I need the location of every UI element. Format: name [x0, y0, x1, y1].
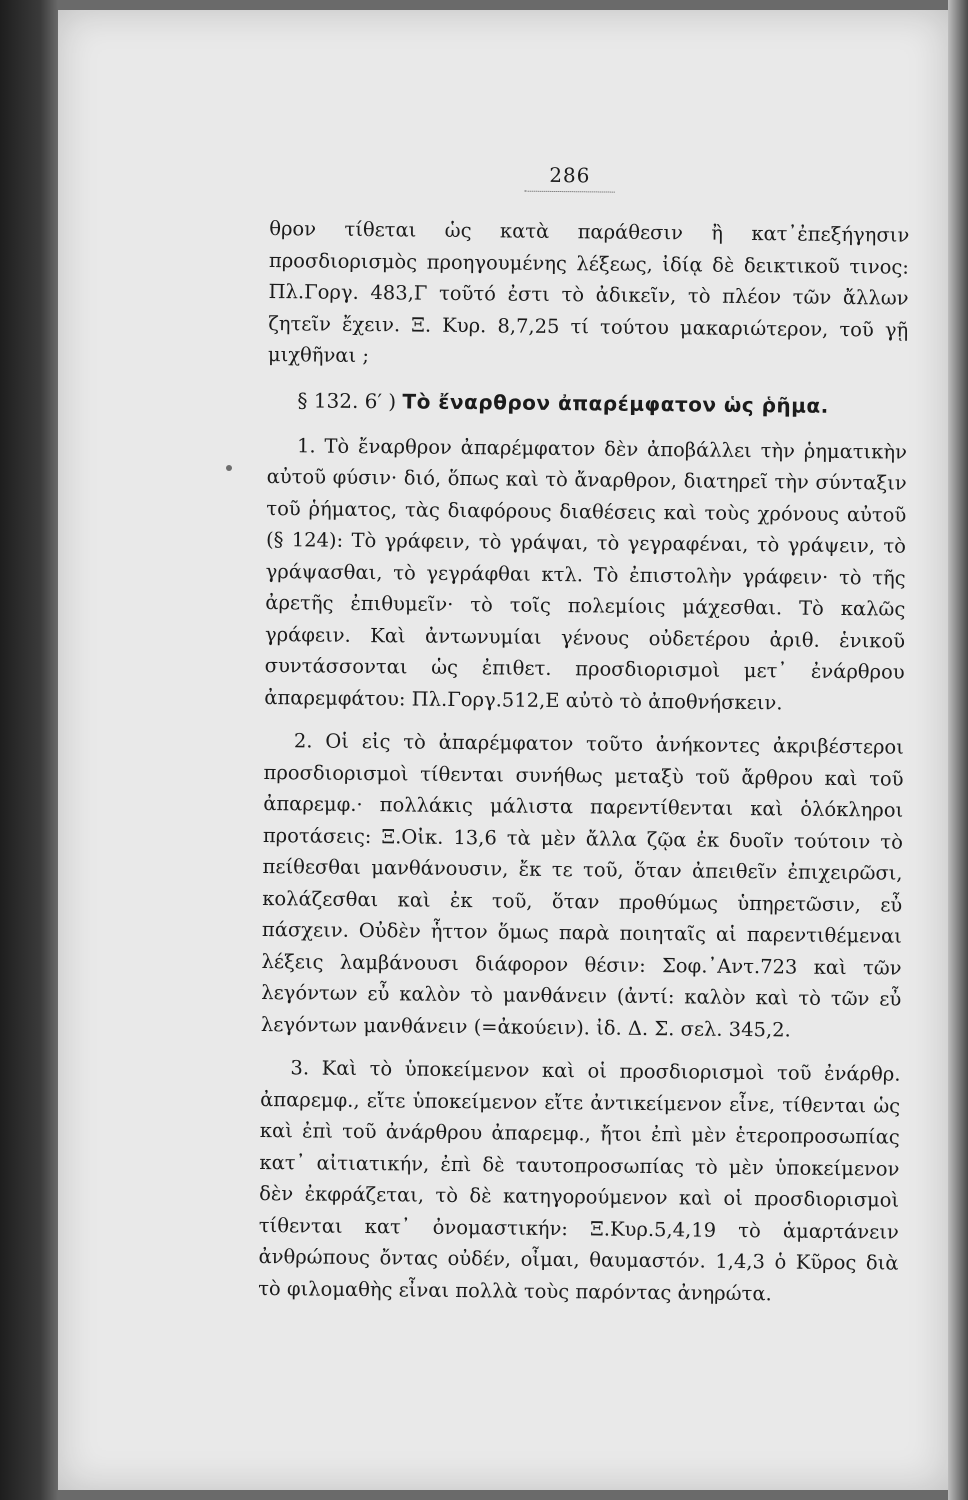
section-title: Τὸ ἔναρθρον ἀπαρέμφατον ὡς ῥῆμα. — [402, 388, 829, 418]
paragraph-3: 3. Καὶ τὸ ὑποκείμενον καὶ οἱ προσδιορισμοὶ τοῦ ἐνάρθρ. ἀπαρεμφ., εἴτε ὑποκείμενον εἴτε ἀντικείμενον εἶνε, τίθενται ὡς καὶ ἐπὶ τοῦ ἀνάρθρου ἀπαρεμφ., ἤτοι ἐπὶ μὲν ἑτεροπροσωπίας κατ᾽ αἰτιατικήν, ἐπὶ δὲ ταυτοπροσωπίας τὸ μὲν ὑποκείμενον δὲν ἐκφράζεται, τὸ δὲ κατηγορούμενον καὶ οἱ προσδιορισμοὶ τίθενται κατ᾽ ὀνομαστικήν: Ξ.Κυρ.5,4,19 τὸ ἁμαρτάνειν ἀνθρώπους ὄντας οὐδέν, οἶμαι, θαυμαστόν. 1,4,3 ὁ Κῦρος διὰ τὸ φιλομαθὴς εἶναι πολλὰ τοὺς παρόντας ἀνηρώτα. — [258, 1056, 901, 1305]
section-heading — [297, 385, 907, 422]
paragraph-2: 2. Οἱ εἰς τὸ ἀπαρέμφατον τοῦτο ἀνήκοντες ἀκριβέστεροι προσδιορισμοὶ τίθενται συνήθως μεταξὺ τοῦ ἄρθρου καὶ τοῦ ἀπαρεμφ.· πολλάκις μάλιστα παρεντίθενται καὶ ὁλόκληροι προτάσεις: Ξ.Οἰκ. 13,6 τὰ μὲν ἄλλα ζῷα ἐκ δυοῖν τούτοιν τὸ πείθεσθαι μανθάνουσιν, ἔκ τε τοῦ, ὅταν ἀπειθεῖν ἐπιχειρῶσι, κολάζεσθαι καὶ ἐκ τοῦ, ὅταν προθύμως ὑπηρετῶσιν, εὖ πάσχειν. Οὐδὲν ἧττον ὅμως παρὰ ποιηταῖς αἱ παρεντιθέμεναι λέξεις λαμβάνουσι διάφορον θέσιν: Σοφ.᾽Αντ.723 καὶ τῶν λεγόντων εὖ καλὸν τὸ μανθάνειν (ἀντί: καλὸν καὶ τὸ τῶν εὖ λεγόντων μανθάνειν (=ἀκούειν). ἰδ. Δ. Σ. σελ. 345,2. — [260, 729, 905, 1042]
page-edge — [948, 0, 968, 1500]
paragraph-1: 1. Τὸ ἔναρθρον ἀπαρέμφατον δὲν ἀποβάλλει τὴν ῥηματικὴν αὐτοῦ φύσιν· διό, ὅπως καὶ τὸ ἄναρθρον, διατηρεῖ τὴν σύνταξιν τοῦ ῥήματος, τὰς διαφόρους διαθέσεις καὶ τοὺς χρόνους αὐτοῦ (§ 124): Τὸ γράφειν, τὸ γράψαι, τὸ γεγραφέναι, τὸ γράψειν, τὸ γράψασθαι, τὸ γεγράφθαι κτλ. Τὸ ἐπιστολὴν γράφειν· τὸ τῆς ἀρετῆς ἐπιθυμεῖν· τὸ τοῖς πολεμίοις μάχεσθαι. Τὸ καλῶς γράφειν. Καὶ ἀντωνυμίαι γένους οὐδετέρου ἀριθ. ἑνικοῦ συντάσσονται ὡς ἐπιθετ. προσδιορισμοὶ μετ᾽ ἐνάρθρου ἀπαρεμφάτου: Πλ.Γοργ.512,Ε αὐτὸ τὸ ἀποθνήσκειν. — [264, 433, 908, 714]
page-number-rule — [525, 191, 615, 193]
ink-speck — [226, 465, 232, 471]
paragraph-continuation: θρον τίθεται ὡς κατὰ παράθεσιν ἢ κατ᾽ἐπεξήγησιν προσδιορισμὸς προηγουμένης λέξεως, ἰδίᾳ δὲ δεικτικοῦ τινος: Πλ.Γοργ. 483,Γ τοῦτό ἐστι τὸ ἀδικεῖν, τὸ πλέον τῶν ἄλλων ζητεῖν ἔχειν. Ξ. Κυρ. 8,7,25 τί τούτου μακαριώτερον, τοῦ γῇ μιχθῆναι ; — [267, 216, 910, 368]
page-number: 286 — [549, 162, 591, 188]
page-content — [258, 160, 910, 1311]
section-number: § 132. 6′ ) — [297, 387, 397, 413]
